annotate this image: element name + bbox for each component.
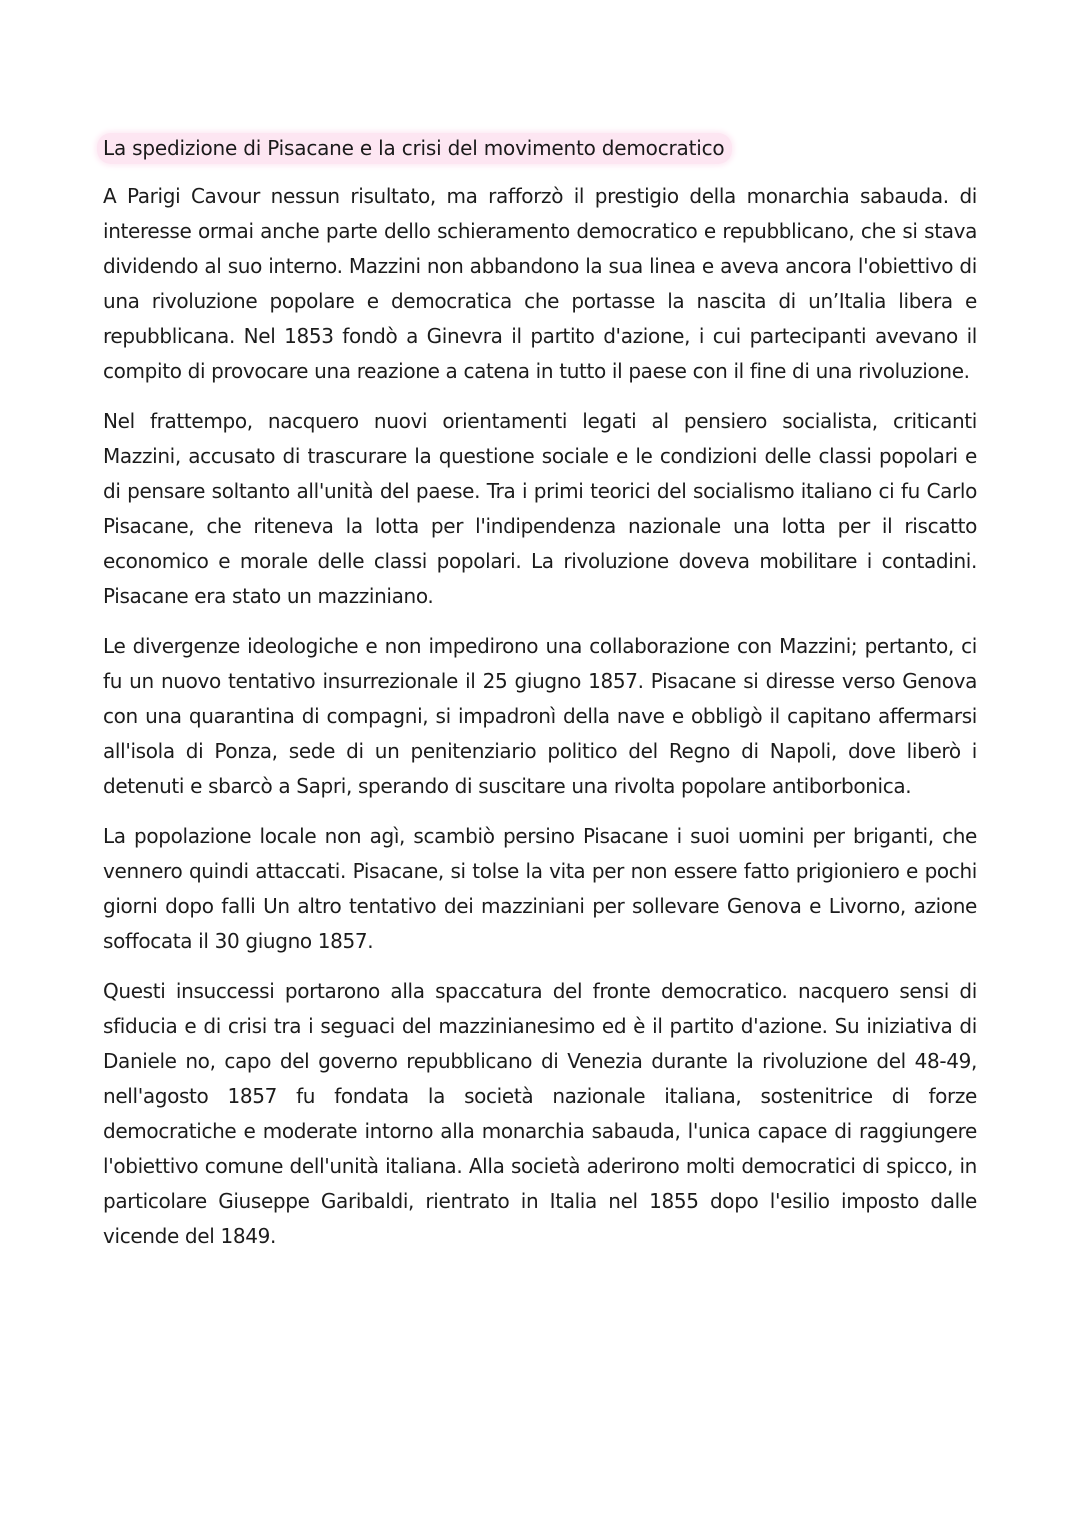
paragraph-socialism-pisacane: Nel frattempo, nacquero nuovi orientamenti legati al pensiero socialista, criticanti Mazzini, accusato di trascurare la questione sociale e le condizioni delle classi popolari e di pensare soltanto all'unità del paese. Tra i primi teorici del socialismo italiano ci fu Carlo Pisacane, che riteneva la lotta per l'indipendenza nazionale una lotta per il riscatto economico e morale delle classi popolari. La rivoluzione doveva mobilitare i contadini. Pisacane era stato un mazziniano. (103, 409, 977, 608)
paragraph-cavour-mazzini: A Parigi Cavour nessun risultato, ma rafforzò il prestigio della monarchia sabauda. di interesse ormai anche parte dello schieramento democratico e repubblicano, che si stava dividendo al suo interno. Mazzini non abbandono la sua linea e aveva ancora l'obiettivo di una rivoluzione popolare e democratica che portasse la nascita di un’Italia libera e repubblicana. Nel 1853 fondò a Ginevra il partito d'azione, i cui partecipanti avevano il compito di provocare una reazione a catena in tutto il paese con il fine di una rivoluzione. (103, 184, 977, 383)
paragraph-sapri-expedition: Le divergenze ideologiche e non impedirono una collaborazione con Mazzini; pertanto, ci fu un nuovo tentativo insurrezionale il 25 giugno 1857. Pisacane si diresse verso Genova con una quarantina di compagni, si impadronì della nave e obbligò il capitano affermarsi all'isola di Ponza, sede di un penitenziario politico del Regno di Napoli, dove liberò i detenuti e sbarcò a Sapri, sperando di suscitare una rivolta popolare antiborbonica. (103, 634, 977, 798)
title-highlight (97, 133, 732, 164)
paragraph-societa-nazionale: Questi insuccessi portarono alla spaccatura del fronte democratico. nacquero sensi di sfiducia e di crisi tra i seguaci del mazzinianesimo ed è il partito d'azione. Su iniziativa di Daniele no, capo del governo repubblicano di Venezia durante la rivoluzione del 48-49, nell'agosto 1857 fu fondata la società nazionale italiana, sostenitrice di forze democratiche e moderate intorno alla monarchia sabauda, l'unica capace di raggiungere l'obiettivo comune dell'unità italiana. Alla società aderirono molti democratici di spicco, in particolare Giuseppe Garibaldi, rientrato in Italia nel 1855 dopo l'esilio imposto dalle vicende del 1849. (103, 979, 977, 1248)
section-title: La spedizione di Pisacane e la crisi del movimento democratico (103, 136, 725, 160)
paragraph-failure: La popolazione locale non agì, scambiò persino Pisacane i suoi uomini per briganti, che vennero quindi attaccati. Pisacane, si tolse la vita per non essere fatto prigioniero e pochi giorni dopo falli Un altro tentativo dei mazziniani per sollevare Genova e Livorno, azione soffocata il 30 giugno 1857. (103, 824, 977, 953)
document-page (103, 133, 977, 1254)
